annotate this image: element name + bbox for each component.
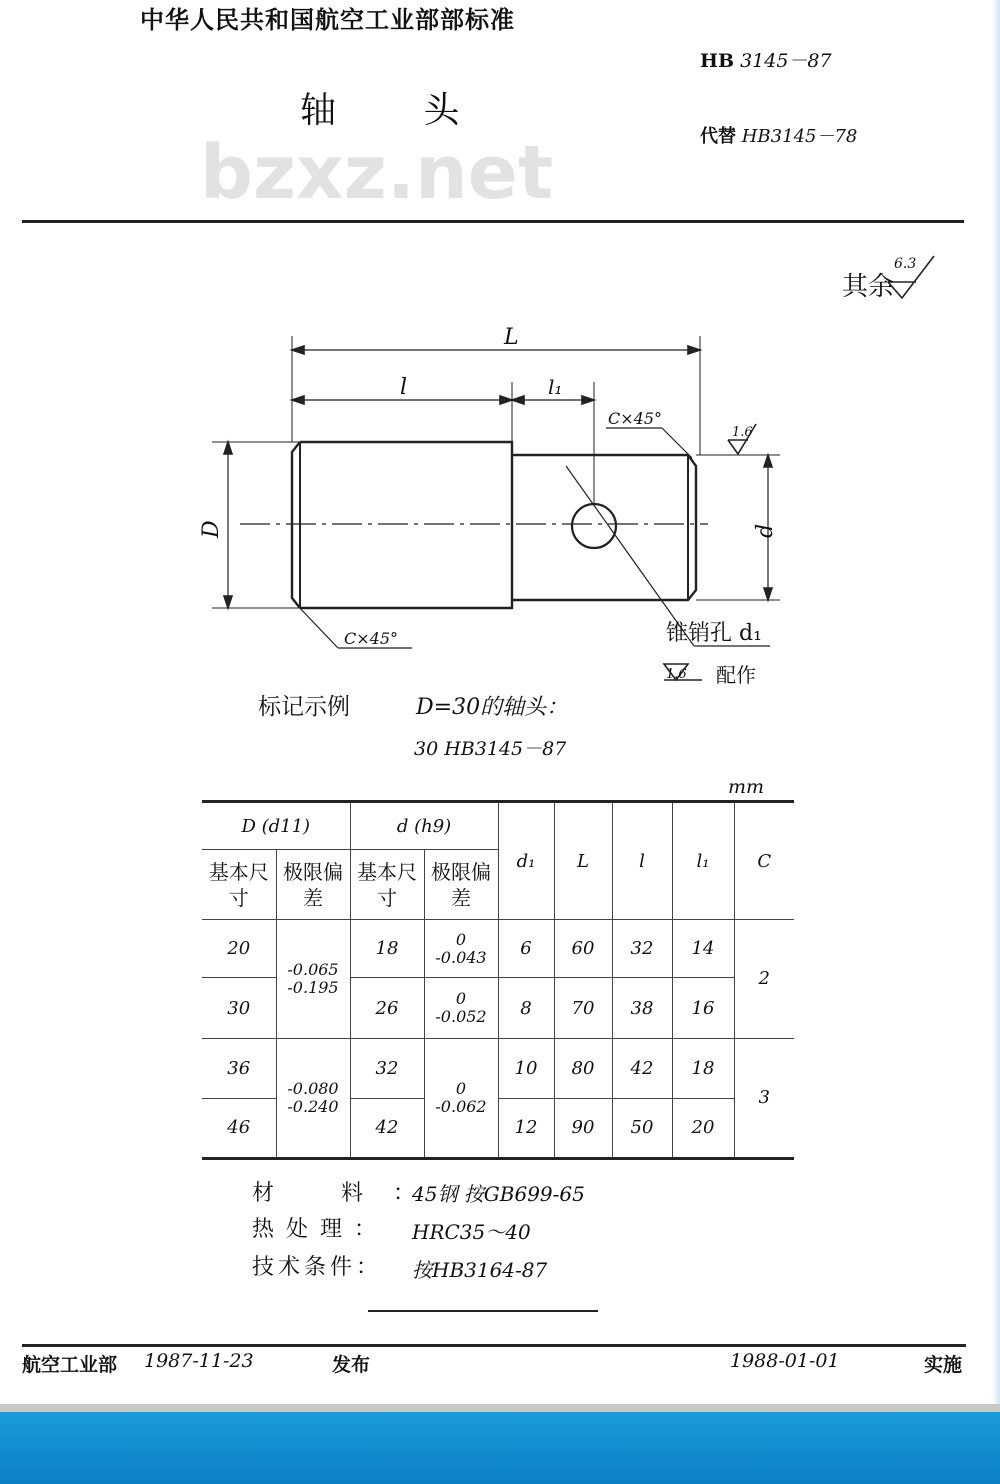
dim-D-label: D	[199, 520, 224, 538]
header-l: l	[612, 802, 672, 920]
cell-l1: 18	[672, 1038, 734, 1098]
bottom-blue-bar	[0, 1412, 1000, 1484]
page-title: 轴 头	[300, 90, 498, 131]
cell-d1: 10	[498, 1038, 554, 1098]
organization-title: 中华人民共和国航空工业部部标准	[140, 6, 515, 34]
cell-d1: 8	[498, 978, 554, 1038]
material-label: 材 料：	[252, 1181, 445, 1206]
footer-effective-date: 1988-01-01	[730, 1350, 840, 1372]
marking-example: D=30的轴头：	[416, 695, 569, 720]
header-D-basic: 基本尺寸	[202, 850, 276, 920]
cell-L: 80	[554, 1038, 612, 1098]
cell-D: 36	[202, 1038, 276, 1098]
end-rule	[368, 1310, 598, 1312]
cell-d: 18	[350, 920, 424, 978]
chamfer-left-label: C×45°	[344, 629, 399, 648]
watermark: bzxz.net	[200, 130, 554, 216]
dev-upper: 0	[455, 989, 467, 1009]
cell-D: 20	[202, 920, 276, 978]
cell-d1: 12	[498, 1098, 554, 1158]
roughness-other-label: 其余	[842, 272, 895, 302]
cell-l1: 16	[672, 978, 734, 1038]
cell-d: 26	[350, 978, 424, 1038]
cell-l: 38	[612, 978, 672, 1038]
cell-d-dev	[424, 978, 498, 1038]
dimension-table	[202, 800, 794, 1160]
roughness-face-value: 1.6	[732, 425, 753, 440]
cell-l: 32	[612, 920, 672, 978]
dim-L-label: L	[504, 325, 519, 350]
cell-C-group2: 3	[734, 1038, 794, 1158]
footer-issue-label: 发布	[332, 1354, 371, 1376]
dev-lower: -0.240	[287, 1096, 339, 1116]
replaces-label: 代替	[700, 126, 736, 147]
cell-D: 46	[202, 1098, 276, 1158]
dim-d-label: d	[753, 523, 778, 538]
header-D: D (d11)	[202, 802, 350, 850]
cell-L: 70	[554, 978, 612, 1038]
pin-hole-note: 配作	[716, 663, 756, 687]
footer-effective-label: 实施	[924, 1354, 963, 1376]
header-D-dev: 极限偏差	[276, 850, 350, 920]
table-row	[202, 1038, 794, 1098]
table-row	[202, 920, 794, 978]
pin-hole-label: 锥销孔 d₁	[666, 621, 762, 646]
dev-lower: -0.043	[435, 947, 487, 967]
cell-l: 50	[612, 1098, 672, 1158]
cell-d: 32	[350, 1038, 424, 1098]
dev-upper: -0.080	[287, 1078, 339, 1098]
dev-lower: -0.062	[435, 1096, 487, 1116]
header-L: L	[554, 802, 612, 920]
replaces-number: HB3145－78	[741, 126, 858, 147]
table-unit: mm	[728, 776, 765, 798]
chamfer-right-label: C×45°	[608, 409, 663, 428]
cell-d-dev-group2	[424, 1038, 498, 1158]
cell-l1: 14	[672, 920, 734, 978]
header-d-basic: 基本尺寸	[350, 850, 424, 920]
dev-lower: -0.195	[287, 977, 339, 997]
header-d-dev: 极限偏差	[424, 850, 498, 920]
bottom-grey-band	[0, 1404, 1000, 1412]
cell-d: 42	[350, 1098, 424, 1158]
heat-treatment-label: 热处理：	[252, 1217, 389, 1242]
cell-l: 42	[612, 1038, 672, 1098]
material-value: 45钢 按GB699-65	[412, 1182, 585, 1206]
header-C: C	[734, 802, 794, 920]
cell-D: 30	[202, 978, 276, 1038]
marking-label: 标记示例	[258, 694, 350, 720]
page-edge	[992, 0, 1000, 1404]
cell-d-dev	[424, 920, 498, 978]
cell-D-dev-group2	[276, 1038, 350, 1158]
footer-rule	[22, 1344, 966, 1347]
cell-l1: 20	[672, 1098, 734, 1158]
dev-upper: 0	[455, 929, 467, 949]
cell-L: 60	[554, 920, 612, 978]
cell-d1: 6	[498, 920, 554, 978]
header-l1: l₁	[672, 802, 734, 920]
standard-prefix: HB	[700, 50, 735, 72]
dev-upper: 0	[455, 1078, 467, 1098]
pin-hole-roughness-value: 1.6	[666, 667, 687, 682]
header-d1: d₁	[498, 802, 554, 920]
footer-issue-date: 1987-11-23	[144, 1350, 254, 1372]
heat-treatment-value: HRC35～40	[412, 1220, 531, 1244]
marking-code: 30 HB3145－87	[414, 738, 567, 760]
cell-D-dev-group1	[276, 920, 350, 1038]
footer-issuer: 航空工业部	[22, 1354, 118, 1376]
dev-lower: -0.052	[435, 1007, 487, 1027]
roughness-other-value: 6.3	[894, 256, 917, 272]
cell-L: 90	[554, 1098, 612, 1158]
standard-number-value: 3145－87	[740, 50, 832, 72]
tech-conditions-label: 技术条件：	[252, 1255, 383, 1280]
header-d: d (h9)	[350, 802, 498, 850]
cell-C-group1: 2	[734, 920, 794, 1038]
dim-l-label: l	[400, 375, 408, 400]
dim-l1-label: l₁	[548, 375, 563, 399]
tech-conditions-value: 按HB3164-87	[412, 1258, 548, 1282]
dev-upper: -0.065	[287, 959, 339, 979]
